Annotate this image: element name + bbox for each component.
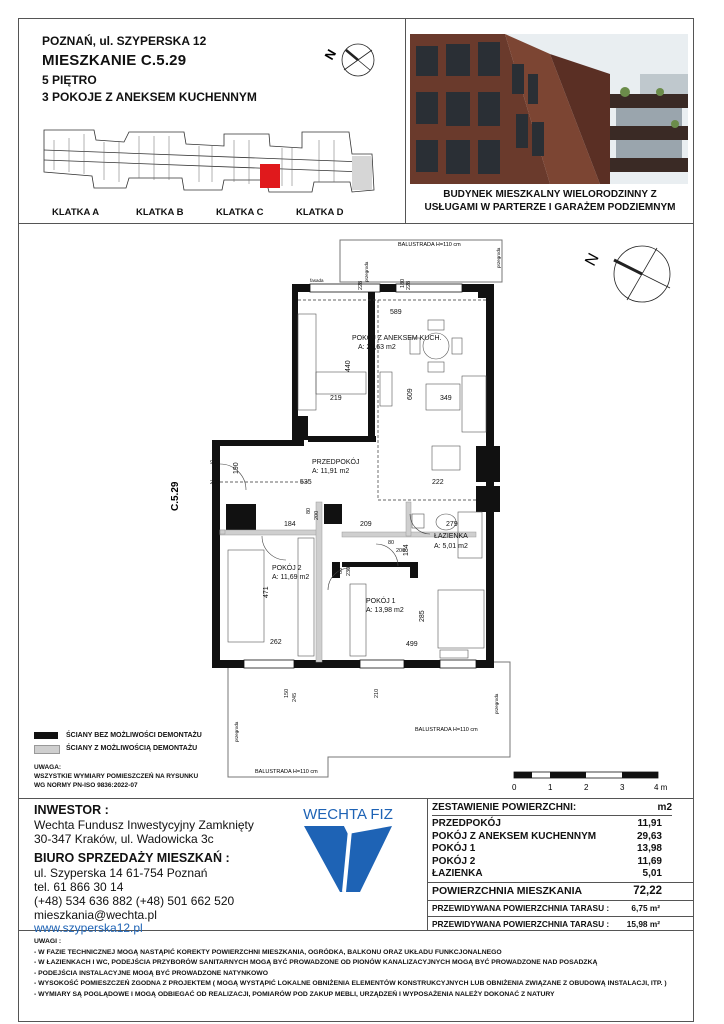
summary-row-value: 11,91: [637, 818, 662, 829]
uwaga-note: [34, 763, 198, 790]
legend-removable-swatch: [34, 745, 60, 754]
room-area: A: 13,98 m2: [366, 607, 404, 614]
unit-label-text: C.5.29: [170, 481, 181, 511]
address: POZNAŃ, ul. SZYPERSKA 12: [42, 34, 207, 48]
summary-unit: m2: [657, 802, 672, 813]
dimension-label: 219: [330, 395, 342, 402]
summary-terrace-2-value: 15,98 m²: [626, 919, 660, 929]
investor-line-1: Wechta Fundusz Inwestycyjny Zamknięty: [34, 818, 254, 832]
klatka-b: KLATKA B: [136, 207, 184, 218]
compass-small: [320, 40, 380, 100]
dimension-label: 262: [270, 639, 282, 646]
note-line: - WYSOKOŚĆ POMIESZCZEŃ ZGODNA Z PROJEKTEM ( MOGĄ WYSTĄPIĆ LOKALNE OBNIŻENIA ELEMENTÓW KONSTRUKCYJNYCH LUB OBNIŻENIA ZWIĄZANE Z OBUDOWĄ INSTALACJI, ITP. ): [34, 980, 667, 988]
notes-title: UWAGI :: [34, 938, 62, 945]
caption-line-2: USŁUGAMI W PARTERZE I GARAŻEM PODZIEMNYM: [424, 202, 676, 213]
balustrada-label: BALUSTRADA H=110 cm: [415, 727, 478, 733]
summary-header: [432, 802, 672, 816]
summary-rule-total-top: [428, 882, 694, 883]
przegroda-label: przegroda: [364, 261, 369, 282]
room-area: A: 11,69 m2: [272, 574, 310, 581]
summary-row-value: 11,69: [637, 855, 662, 867]
dimension-label: 184: [403, 544, 410, 556]
note-line: - PODEJŚCIA INSTALACYJNE MOGĄ BYĆ PROWADZONE NATYNKOWO: [34, 969, 268, 977]
dimension-label: 200: [210, 480, 220, 486]
room-name: POKÓJ Z ANEKSEM KUCH.: [352, 335, 442, 342]
dimension-label: 245: [292, 692, 298, 702]
unit-label: [164, 455, 184, 515]
compass-large: [582, 238, 678, 310]
dimension-label: 209: [360, 521, 372, 528]
dimension-label: 230: [346, 566, 352, 576]
scale-tick-label: 0: [512, 783, 517, 792]
sales-website-link[interactable]: www.szyperska12.pl: [34, 921, 143, 935]
balustrada-label: BALUSTRADA H=110 cm: [398, 242, 461, 248]
floor-plan: [200, 232, 520, 792]
sales-email[interactable]: mieszkania@wechta.pl: [34, 908, 157, 922]
sales-label: BIURO SPRZEDAŻY MIESZKAŃ :: [34, 851, 230, 865]
sales-line-2: tel. 61 866 30 14: [34, 880, 124, 894]
summary-title: ZESTAWIENIE POWIERZCHNI:: [432, 802, 577, 813]
summary-row-value: 5,01: [642, 868, 662, 879]
dimension-label: 440: [345, 360, 352, 372]
note-line: - WYMIARY SĄ POGLĄDOWE I MOGĄ ODBIEGAĆ OD REALIZACJI, POMIARÓW POD ZAKUP MEBLI, URZĄDZEŃ I WYPOSAŻENIA NALEŻY DOKONAĆ Z NATURY: [34, 990, 555, 998]
scale-tick-label: 2: [584, 783, 589, 792]
note-line: - W ŁAZIENKACH I WC, PODEJŚCIA PRZYBORÓW SANITARNYCH MOGĄ BYĆ PROWADZONE OD PIONÓW KANALIZACYJNYCH MOGĄ BYĆ PROWADZONE NAD POSADZKĄ: [34, 959, 598, 967]
dimension-label: 200: [396, 548, 406, 554]
summary-row-label: POKÓJ 2: [432, 855, 476, 867]
summary-rule-terrace2: [428, 916, 694, 917]
room-area: A: 11,91 m2: [312, 468, 350, 475]
uwaga-line-1: WSZYSTKIE WYMIARY POMIESZCZEŃ NA RYSUNKU: [34, 773, 199, 780]
dimension-label: 190: [233, 462, 240, 474]
dimension-label: 90: [210, 460, 217, 466]
divider-summary-vertical: [427, 798, 428, 930]
dimension-label: 279: [446, 521, 458, 528]
caption-line-1: BUDYNEK MIESZKALNY WIELORODZINNY Z: [443, 189, 657, 200]
key-plan: [34, 120, 384, 202]
divider-info: [18, 798, 694, 799]
room-name: ŁAZIENKA: [434, 533, 468, 540]
fasada-label: fasada: [310, 278, 324, 283]
compass-north-letter: N: [321, 46, 340, 63]
summary-terrace-2: [432, 919, 672, 933]
legend-fixed-swatch: [34, 732, 58, 739]
przegroda-label: przegroda: [234, 721, 239, 742]
divider-header-vertical: [405, 18, 406, 223]
klatka-d: KLATKA D: [296, 207, 344, 218]
dimension-label: 499: [406, 641, 418, 648]
summary-row-label: PRZEDPOKÓJ: [432, 818, 501, 829]
summary-terrace-1-label: PRZEWIDYWANA POWIERZCHNIA TARASU :: [432, 903, 610, 913]
legend-fixed-label: ŚCIANY BEZ MOŻLIWOŚCI DEMONTAŻU: [66, 732, 202, 739]
dimension-label: 228: [406, 280, 412, 290]
dimension-label: 222: [432, 479, 444, 486]
room-name: POKÓJ 2: [272, 565, 302, 572]
balustrada-label: BALUSTRADA H=110 cm: [255, 769, 318, 775]
investor-line-2: 30-347 Kraków, ul. Wadowicka 3c: [34, 832, 214, 846]
dimension-label: 80: [388, 540, 395, 546]
summary-terrace-1-value: 6,75 m²: [631, 903, 660, 913]
summary-row-value: 13,98: [636, 843, 662, 854]
building-photo: [410, 34, 688, 184]
dimension-label: 609: [407, 388, 414, 400]
dimension-label: 589: [390, 309, 402, 316]
notes: [34, 937, 667, 1001]
legend-removable-label: ŚCIANY Z MOŻLIWOŚCIĄ DEMONTAŻU: [66, 745, 198, 752]
dimension-label: 80: [306, 507, 312, 514]
summary-rule: [432, 815, 672, 816]
summary-total: [432, 885, 672, 899]
dimension-label: 228: [358, 280, 364, 290]
dimension-label: 349: [440, 395, 452, 402]
summary-terrace-1: [432, 903, 672, 917]
summary-terrace-2-label: PRZEWIDYWANA POWIERZCHNIA TARASU :: [432, 919, 610, 929]
przegroda-label: przegroda: [496, 247, 501, 268]
dimension-label: 285: [419, 610, 426, 622]
room-area: A: 29,63 m2: [358, 344, 396, 351]
divider-top: [18, 223, 694, 224]
scale-bar: [512, 770, 672, 796]
summary-row-label: POKÓJ Z ANEKSEM KUCHENNYM: [432, 830, 597, 842]
klatka-a: KLATKA A: [52, 207, 100, 218]
dimension-label: 535: [300, 479, 312, 486]
scale-tick-label: 4 m: [654, 783, 668, 792]
sales-line-3: (+48) 534 636 882 (+48) 501 662 520: [34, 894, 235, 908]
floor-label: 5 PIĘTRO: [42, 73, 97, 87]
dimension-label: 184: [284, 521, 296, 528]
dimension-label: 80: [338, 567, 344, 574]
dimension-label: 150: [284, 688, 290, 698]
sales-line-1: ul. Szyperska 14 61-754 Poznań: [34, 866, 208, 880]
dimension-label: 471: [263, 586, 270, 598]
logo-text: WECHTA FIZ: [303, 806, 393, 823]
note-line: - W FAZIE TECHNICZNEJ MOGĄ NASTĄPIĆ KOREKTY POWIERZCHNI MIESZKANIA, OGRÓDKA, BALKONU ORAZ UKŁADU FUNKCJONALNEGO: [34, 948, 502, 956]
dimension-label: 200: [314, 510, 320, 520]
summary-row-label: ŁAZIENKA: [432, 868, 483, 879]
dimension-label: 210: [374, 688, 380, 698]
investor-label: INWESTOR :: [34, 803, 109, 817]
klatka-c: KLATKA C: [216, 207, 264, 218]
rooms-label: 3 POKOJE Z ANEKSEM KUCHENNYM: [42, 90, 257, 104]
room-name: PRZEDPOKÓJ: [312, 459, 360, 466]
summary-row: [432, 868, 672, 882]
summary-total-value: 72,22: [633, 885, 662, 897]
logo-mark: [300, 826, 396, 896]
highlighted-unit: [260, 164, 280, 188]
summary-row-label: POKÓJ 1: [432, 843, 476, 854]
room-area: A: 5,01 m2: [434, 543, 468, 550]
compass-north-letter: N: [582, 250, 603, 269]
summary-row-value: 29,63: [636, 830, 662, 842]
dimension-label: 180: [400, 278, 406, 288]
room-name: POKÓJ 1: [366, 598, 396, 605]
scale-tick-label: 3: [620, 783, 625, 792]
building-caption: [412, 188, 688, 214]
uwaga-line-2: WG NORMY PN-ISO 9836:2022-07: [34, 782, 138, 789]
apartment-title: MIESZKANIE C.5.29: [42, 52, 187, 69]
uwaga-title: UWAGA:: [34, 764, 62, 771]
przegroda-label: przegroda: [494, 693, 499, 714]
summary-rule-terrace1: [428, 900, 694, 901]
scale-tick-label: 1: [548, 783, 553, 792]
summary-total-label: POWIERZCHNIA MIESZKANIA: [432, 885, 583, 897]
